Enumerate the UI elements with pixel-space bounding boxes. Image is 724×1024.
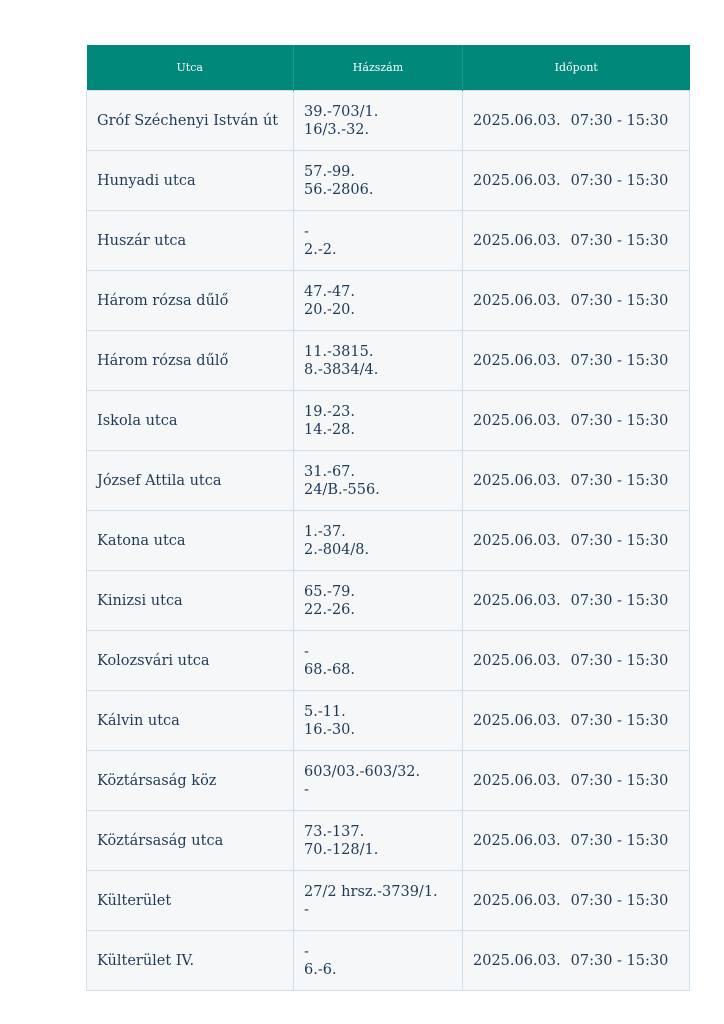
house-number-cell	[294, 871, 463, 931]
house-number-line-2: 2.-2.	[304, 241, 337, 258]
time-cell	[463, 871, 690, 931]
street-cell: Katona utca	[87, 511, 294, 571]
table-row	[87, 811, 690, 871]
time-cell	[463, 211, 690, 271]
street-cell: Hunyadi utca	[87, 151, 294, 211]
header-row	[87, 45, 690, 91]
date-text: 2025.06.03.	[473, 412, 561, 429]
house-number-line-2: 16.-30.	[304, 721, 356, 738]
time-range-text: 07:30 - 15:30	[570, 232, 669, 249]
house-number-cell	[294, 571, 463, 631]
date-text: 2025.06.03.	[473, 352, 561, 369]
house-number-line-2: 8.-3834/4.	[304, 361, 379, 378]
date-text: 2025.06.03.	[473, 892, 561, 909]
house-number-cell	[294, 151, 463, 211]
table-row	[87, 151, 690, 211]
house-number-line-1: 73.-137.	[304, 823, 365, 840]
house-number-cell	[294, 631, 463, 691]
house-number-line-1: 603/03.-603/32.	[304, 763, 421, 780]
house-number-line-1: 5.-11.	[304, 703, 346, 720]
time-range-text: 07:30 - 15:30	[570, 532, 669, 549]
time-range-text: 07:30 - 15:30	[570, 592, 669, 609]
table-row	[87, 271, 690, 331]
column-header-house-number: Házszám	[294, 45, 463, 91]
house-number-cell	[294, 511, 463, 571]
house-number-line-1: 11.-3815.	[304, 343, 374, 360]
house-number-line-2: 14.-28.	[304, 421, 356, 438]
house-number-cell	[294, 751, 463, 811]
street-cell: Iskola utca	[87, 391, 294, 451]
time-cell	[463, 571, 690, 631]
house-number-line-2: 2.-804/8.	[304, 541, 370, 558]
table-row	[87, 931, 690, 991]
date-text: 2025.06.03.	[473, 472, 561, 489]
time-range-text: 07:30 - 15:30	[570, 712, 669, 729]
time-cell	[463, 751, 690, 811]
house-number-line-1: -	[304, 643, 309, 660]
house-number-line-2: 22.-26.	[304, 601, 356, 618]
house-number-line-2: 6.-6.	[304, 961, 337, 978]
house-number-line-1: 65.-79.	[304, 583, 356, 600]
time-range-text: 07:30 - 15:30	[570, 892, 669, 909]
table-body	[87, 91, 690, 991]
time-range-text: 07:30 - 15:30	[570, 952, 669, 969]
date-text: 2025.06.03.	[473, 292, 561, 309]
house-number-cell	[294, 931, 463, 991]
date-text: 2025.06.03.	[473, 112, 561, 129]
date-text: 2025.06.03.	[473, 172, 561, 189]
date-text: 2025.06.03.	[473, 772, 561, 789]
house-number-cell	[294, 391, 463, 451]
street-cell: Külterület	[87, 871, 294, 931]
house-number-line-2: 16/3.-32.	[304, 121, 370, 138]
table-row	[87, 691, 690, 751]
table-header	[87, 45, 690, 91]
time-cell	[463, 91, 690, 151]
street-cell: Köztársaság utca	[87, 811, 294, 871]
street-cell: Huszár utca	[87, 211, 294, 271]
date-text: 2025.06.03.	[473, 832, 561, 849]
house-number-line-1: 39.-703/1.	[304, 103, 379, 120]
time-cell	[463, 691, 690, 751]
time-cell	[463, 631, 690, 691]
time-cell	[463, 391, 690, 451]
house-number-line-2: 20.-20.	[304, 301, 356, 318]
time-cell	[463, 931, 690, 991]
table-row	[87, 331, 690, 391]
street-cell: Külterület IV.	[87, 931, 294, 991]
time-range-text: 07:30 - 15:30	[570, 352, 669, 369]
table-row	[87, 511, 690, 571]
table-row	[87, 871, 690, 931]
house-number-cell	[294, 91, 463, 151]
date-text: 2025.06.03.	[473, 532, 561, 549]
house-number-line-2: 68.-68.	[304, 661, 356, 678]
date-text: 2025.06.03.	[473, 232, 561, 249]
time-cell	[463, 451, 690, 511]
house-number-line-2: -	[304, 901, 309, 918]
time-cell	[463, 811, 690, 871]
street-cell: Gróf Széchenyi István út	[87, 91, 294, 151]
house-number-cell	[294, 211, 463, 271]
house-number-cell	[294, 451, 463, 511]
house-number-line-1: 19.-23.	[304, 403, 356, 420]
time-cell	[463, 271, 690, 331]
outage-schedule-table	[86, 45, 689, 991]
house-number-line-1: 47.-47.	[304, 283, 356, 300]
street-cell: Kolozsvári utca	[87, 631, 294, 691]
house-number-line-2: 24/B.-556.	[304, 481, 380, 498]
time-range-text: 07:30 - 15:30	[570, 832, 669, 849]
date-text: 2025.06.03.	[473, 592, 561, 609]
time-cell	[463, 331, 690, 391]
table-row	[87, 571, 690, 631]
house-number-line-1: -	[304, 223, 309, 240]
house-number-line-1: 1.-37.	[304, 523, 346, 540]
street-cell: Köztársaság köz	[87, 751, 294, 811]
time-range-text: 07:30 - 15:30	[570, 652, 669, 669]
table-row	[87, 391, 690, 451]
house-number-line-1: 57.-99.	[304, 163, 356, 180]
time-cell	[463, 511, 690, 571]
time-range-text: 07:30 - 15:30	[570, 172, 669, 189]
street-cell: József Attila utca	[87, 451, 294, 511]
street-cell: Kinizsi utca	[87, 571, 294, 631]
house-number-line-2: 56.-2806.	[304, 181, 374, 198]
house-number-line-1: -	[304, 943, 309, 960]
table-row	[87, 631, 690, 691]
date-text: 2025.06.03.	[473, 652, 561, 669]
time-range-text: 07:30 - 15:30	[570, 772, 669, 789]
column-header-street: Utca	[87, 45, 294, 91]
house-number-cell	[294, 691, 463, 751]
table-row	[87, 91, 690, 151]
house-number-cell	[294, 271, 463, 331]
schedule-table	[86, 45, 690, 991]
time-range-text: 07:30 - 15:30	[570, 112, 669, 129]
time-range-text: 07:30 - 15:30	[570, 292, 669, 309]
time-cell	[463, 151, 690, 211]
street-cell: Kálvin utca	[87, 691, 294, 751]
house-number-cell	[294, 331, 463, 391]
house-number-line-1: 27/2 hrsz.-3739/1.	[304, 883, 438, 900]
date-text: 2025.06.03.	[473, 952, 561, 969]
house-number-line-2: -	[304, 781, 309, 798]
street-cell: Három rózsa dűlő	[87, 271, 294, 331]
table-row	[87, 751, 690, 811]
house-number-cell	[294, 811, 463, 871]
column-header-time: Időpont	[463, 45, 690, 91]
table-row	[87, 211, 690, 271]
street-cell: Három rózsa dűlő	[87, 331, 294, 391]
date-text: 2025.06.03.	[473, 712, 561, 729]
table-row	[87, 451, 690, 511]
house-number-line-1: 31.-67.	[304, 463, 356, 480]
house-number-line-2: 70.-128/1.	[304, 841, 379, 858]
time-range-text: 07:30 - 15:30	[570, 412, 669, 429]
time-range-text: 07:30 - 15:30	[570, 472, 669, 489]
